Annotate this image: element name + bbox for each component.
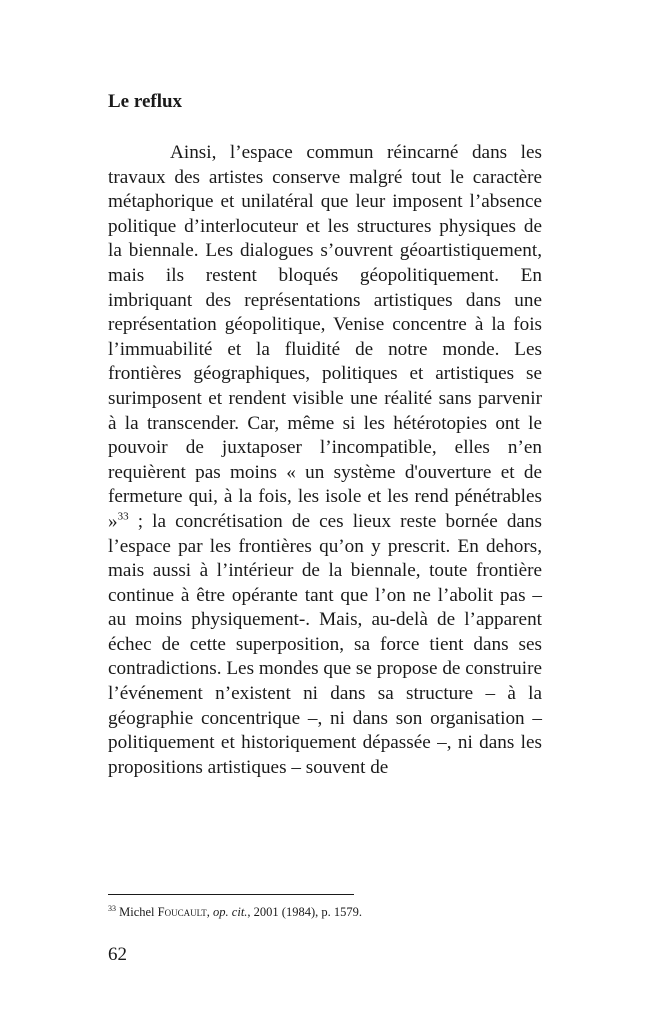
footnote xyxy=(108,904,362,920)
footnote-separator: , xyxy=(206,905,210,920)
footnote-work: op. cit. xyxy=(213,905,248,920)
paragraph-text-before: Ainsi, l’espace commun réincarné dans les travaux des artistes conserve malgré tout le caractère métaphorique et unilatéral que leur imposent l’absence politique d’interlocuteur et les structures physiques de la biennale. Les dialogues s’ouvrent géoartistiquement, mais ils restent bloqués géopolitiquement. En imbriquant des représentations artistiques dans une représentation géopolitique, Venise concentre à la fois l’immuabilité et la fluidité de notre monde. Les frontières géographiques, politiques et artistiques se surimposent et rendent visible une réalité sans parvenir à la transcender. Car, même si les hétérotopies ont le pouvoir de juxtaposer l’incompatible, elles n’en requièrent pas moins « un système d'ouverture et de fermeture qui, à la fois, les isole et les rend pénétrables » xyxy=(108,142,542,532)
footnote-author-first: Michel xyxy=(119,905,155,920)
section-heading: Le reflux xyxy=(108,91,183,112)
page-number: 62 xyxy=(108,944,127,965)
footnote-reference: 33 xyxy=(117,510,129,523)
footnote-author-last: Foucault xyxy=(157,905,207,920)
footnote-number: 33 xyxy=(108,904,116,913)
footnote-divider xyxy=(108,894,354,895)
footnote-details: , 2001 (1984), p. 1579. xyxy=(247,905,362,920)
paragraph-text-after: ; la concrétisation de ces lieux reste bornée dans l’espace par les frontières qu’on y prescrit. En dehors, mais aussi à l’intérieur de la biennale, toute frontière continue à être opérante tant que l’on ne l’abolit pas – au moins physiquement-. Mais, au-delà de l’apparent échec de cette superposition, sa force tient dans ses contradictions. Les mondes que se propose de construire l’événement n’existent ni dans sa structure – à la géographie concentrique –, ni dans son organisation – politiquement et historiquement dépassée –, ni dans les propositions artistiques – souvent de xyxy=(108,510,542,778)
body-paragraph xyxy=(108,141,542,780)
